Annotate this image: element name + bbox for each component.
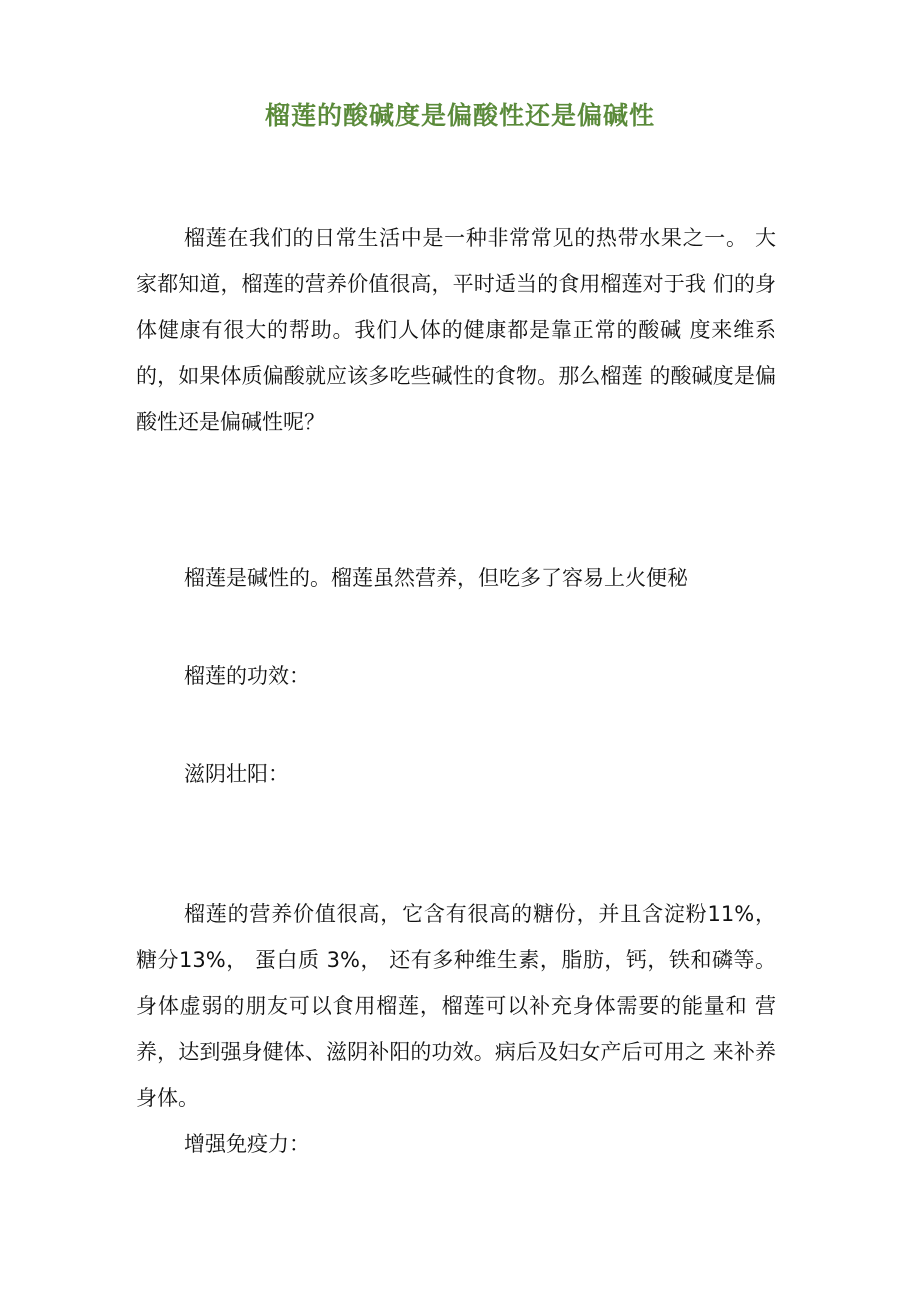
efficacy-heading: 榴莲的功效：: [184, 664, 310, 688]
document-title: 榴莲的酸碱度是偏酸性还是偏碱性: [264, 101, 655, 130]
section-heading-immunity: 增强免疫力：: [184, 1132, 310, 1156]
answer-paragraph: 榴莲是碱性的。榴莲虽然营养，但吃多了容易上火便秘: [184, 566, 688, 590]
nutrition-paragraph: 榴莲的营养价值很高，它含有很高的糖份，并且含淀粉11%，糖分13%， 蛋白质 3%， 还有多种维生素，脂肪，钙，铁和磷等。身体虚弱的朋友可以食用榴莲，榴莲可以补充身体需要的能量和 营养，达到强身健体、滋阴补阳的功效。病后及妇女产后可用之 来补养身体。: [136, 902, 776, 1110]
section-heading-nourish: 滋阴壮阳：: [184, 762, 289, 786]
intro-paragraph: 榴莲在我们的日常生活中是一种非常常见的热带水果之一。 大家都知道，榴莲的营养价值很高，平时适当的食用榴莲对于我 们的身体健康有很大的帮助。我们人体的健康都是靠正常的酸碱 度来维系的，如果体质偏酸就应该多吃些碱性的食物。那么榴莲 的酸碱度是偏酸性还是偏碱性呢？: [136, 226, 776, 434]
